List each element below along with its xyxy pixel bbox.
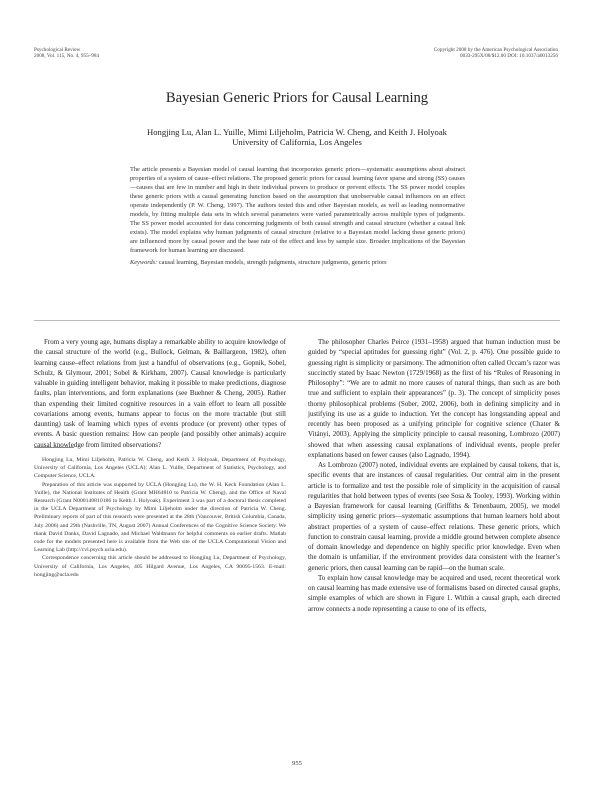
doi: 0033-295X/08/$12.00 DOI: 10.1037/a0013256 xyxy=(460,53,558,60)
copyright-notice: Copyright 2008 by the American Psychological Association xyxy=(433,47,558,53)
page-number: 955 xyxy=(292,760,302,767)
body-paragraph: To explain how causal knowledge may be acquired and used, recent theoretical work on causal learning has made extensive use of formalisms based on directed causal graphs, simple examples of which are shown in Figure 1. Within a causal graph, each directed arrow connects a node representing a cause to one of its effects, xyxy=(308,573,560,613)
author-list: Hongjing Lu, Alan L. Yuille, Mimi Liljeholm, Patricia W. Cheng, and Keith J. Holyoak xyxy=(147,127,447,137)
journal-volume: 2008, Vol. 115, No. 4, 955–984 xyxy=(34,53,100,60)
footnote-paragraph: Correspondence concerning this article should be addressed to Hongjing Lu, Department of Psychology, University of California, Los Angeles, 405 Hilgard Avenue, Los Angeles, CA 90095-1563. E-mail: hongjing@ucla.edu xyxy=(34,555,286,578)
footnote-paragraph: Preparation of this article was supported by UCLA (Hongjing Lu), the W. H. Keck Foundation (Alan L. Yuille), the National Institutes of Health (Grant MH64810 to Patricia W. Cheng), and the Office of Naval Research (Grant N000140810186 to Keith J. Holyoak). Experiment 3 was part of a doctoral thesis completed in the UCLA Department of Psychology by Mimi Liljeholm under the direction of Patricia W. Cheng. Preliminary reports of part of this research were presented at the 28th (Vancouver, British Columbia, Canada, July 2006) and 29th (Nashville, TN, August 2007) Annual Conferences of the Cognitive Science Society. We thank David Danks, David Lagnado, and Michael Waldmann for helpful comments on earlier drafts. Matlab code for the models presented here is available from the Web site of the UCLA Computational Vision and Learning Lab (http://cvl.psych.ucla.edu). xyxy=(34,481,286,554)
running-header-right xyxy=(434,47,558,59)
author-block xyxy=(0,127,594,147)
footnote-paragraph: Hongjing Lu, Mimi Liljeholm, Patricia W. Cheng, and Keith J. Holyoak, Department of Psychology, University of California, Los Angeles (UCLA); Alan L. Yuille, Department of Statistics, Psychology, and Computer Science, UCLA. xyxy=(34,457,286,480)
right-column xyxy=(308,337,560,614)
left-column xyxy=(34,337,286,450)
abstract-text: The article presents a Bayesian model of causal learning that incorporates generic priors—systematic assumptions about abstract properties of a system of cause–effect relations. The proposed generic priors for causal learning favor sparse and strong (SS) causes—causes that are few in number and high in their individual powers to produce or prevent effects. The SS power model couples these generic priors with a causal generating function based on the assumption that unobservable causal influences on an effect operate independently (P. W. Cheng, 1997). The authors tested this and other Bayesian models, as well as leading nonnormative models, by fitting multiple data sets in which several parameters were varied parametrically across multiple types of judgments. The SS power model accounted for data concerning judgments of both causal strength and causal structure (whether a causal link exists). The model explains why human judgments of causal structure (relative to a Bayesian model lacking these generic priors) are influenced more by causal power and the base rate of the effect and less by sample size. Broader implications of the Bayesian framework for human learning are discussed. xyxy=(130,166,465,255)
affiliation: University of California, Los Angeles xyxy=(232,137,362,147)
abstract xyxy=(130,165,465,268)
section-divider xyxy=(34,320,560,321)
body-paragraph: The philosopher Charles Peirce (1931–1958) argued that human induction must be guided by “special aptitudes for guessing right” (Vol. 2, p. 476). One possible guide to guessing right is simplicity or parsimony. The admonition often called Occam’s razor was succinctly stated by Isaac Newton (1729/1968) as the first of his “Rules of Reasoning in Philosophy”: “We are to admit no more causes of natural things, than such as are both true and sufficient to explain their appearances” (p. 3). The concept of simplicity poses thorny philosophical problems (Sober, 2002, 2006), both in defining simplicity and in justifying its use as a guide to induction. Yet the concept has longstanding appeal and recently has been proposed as a unifying principle for cognitive science (Chater & Vitányi, 2003). Applying the simplicity principle to causal reasoning, Lombrozo (2007) showed that when assessing causal explanations of individual events, people prefer explanations based on fewer causes (also Lagnado, 1994). xyxy=(308,338,560,459)
journal-name: Psychological Review xyxy=(34,47,81,53)
body-paragraph: From a very young age, humans display a remarkable ability to acquire knowledge of the causal structure of the world (e.g., Bullock, Gelman, & Baillargeon, 1982), often learning cause–effect relations from just a handful of observations (e.g., Gopnik, Sobel, Schulz, & Glymour, 2001; Sobel & Kirkham, 2007). Causal knowledge is particularly valuable in guiding intelligent behavior, making it possible to make predictions, diagnose faults, plan interventions, and form explanations (see Buehner & Cheng, 2005). Rather than expending their limited cognitive resources in a vain effort to learn all possible covariations among events, humans appear to focus on the more tractable (but still daunting) task of learning which types of events produce (or prevent) other types of events. A basic question remains: How can people (and possibly other animals) acquire causal knowledge from limited observations? xyxy=(34,338,286,449)
article-title: Bayesian Generic Priors for Causal Learning xyxy=(165,90,429,106)
keywords-line xyxy=(130,258,465,267)
keywords-list: causal learning, Bayesian models, strength judgments, structure judgments, generic priors xyxy=(158,259,387,267)
running-header-left xyxy=(34,47,99,59)
footnote-divider xyxy=(34,447,74,448)
keywords-label: Keywords: xyxy=(130,259,158,267)
body-paragraph: As Lombrozo (2007) noted, individual events are explained by causal tokens, that is, specific events that are instances of causal regularities. Our central aim in the present article is to formalize and test the possible role of simplicity in the acquisition of causal regularities that hold between types of events (see Sosa & Tooley, 1993). Working within a Bayesian framework for causal learning (Griffiths & Tenenbaum, 2005), we model simplicity using generic priors—systematic assumptions that human learners hold about abstract properties of a system of cause–effect relations. These generic priors, which function to constrain causal learning, provide a middle ground between complete absence of domain knowledge and dependence on highly specific prior knowledge. Even when the domain is unfamiliar, if the environment provides data consistent with the learner’s generic priors, then causal learning can be rapid—on the human scale. xyxy=(308,461,560,572)
author-note xyxy=(34,456,286,579)
